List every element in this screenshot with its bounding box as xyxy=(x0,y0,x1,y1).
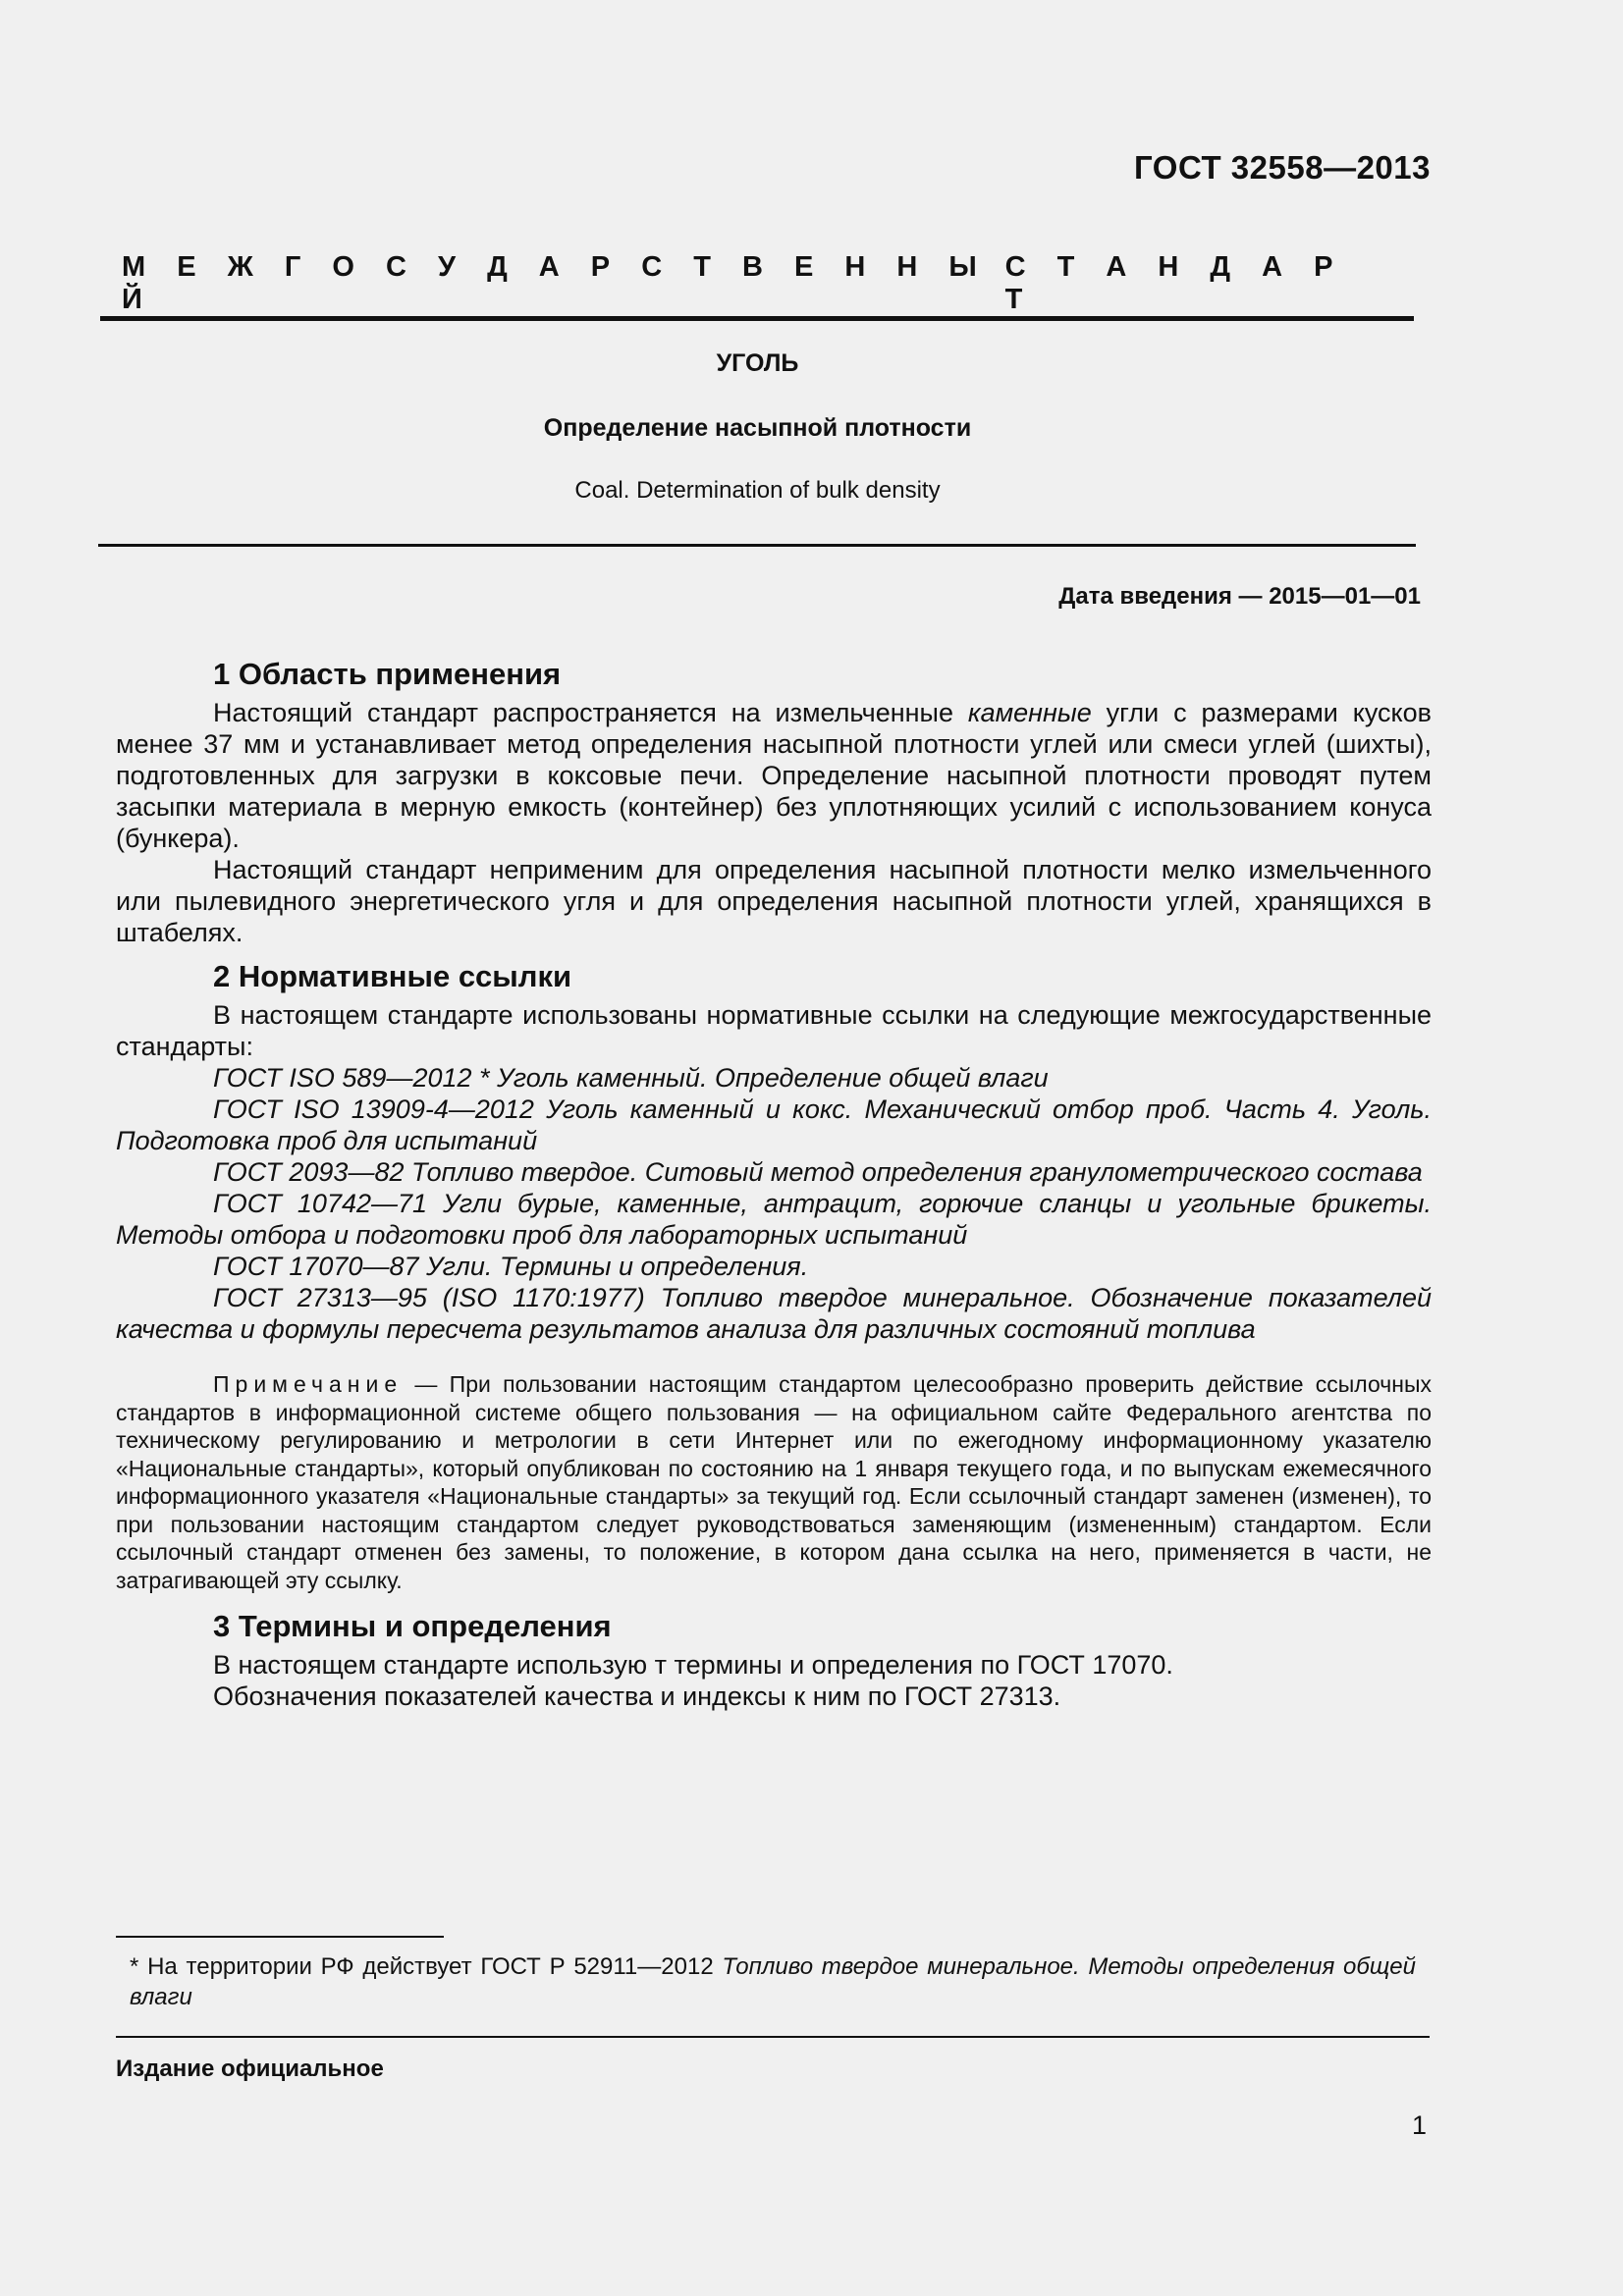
introduction-date: Дата введения — 2015—01—01 xyxy=(1058,583,1421,610)
reference-item: ГОСТ 10742—71 Угли бурые, каменные, антрацит, горючие сланцы и угольные брикеты. Методы отбора и подготовки проб для лабораторных испытаний xyxy=(116,1189,1432,1250)
document-title: УГОЛЬ xyxy=(716,349,799,377)
reference-item: ГОСТ ISO 589—2012 * Уголь каменный. Определение общей влаги xyxy=(213,1063,1049,1093)
page-number: 1 xyxy=(1411,2110,1427,2140)
section-1-p1-text-b: угли с размерами кусков менее 37 мм и устанавливает метод определения насыпной плотности углей или смеси углей (шихты), подготовленных для загрузки в коксовые печи. Определение насыпной плотности проводят путем засыпки материала в мерную емкость (контейнер) без уплотняющих усилий с использованием конуса (бункера). xyxy=(116,698,1432,853)
document-body xyxy=(116,652,1432,1712)
section-1-p1-text-a: Настоящий стандарт распространяется на измельченные xyxy=(213,698,968,727)
header-divider xyxy=(100,316,1414,321)
note-text: — При пользовании настоящим стандартом целесообразно проверить действие ссылочных стандартов в информационной системе общего пользования — на официальном сайте Федерального агентства по техническому регулированию и метрологии в сети Интернет или по ежегодному информационному указателю «Национальные стандарты», который опубликован по состоянию на 1 января текущего года, и по выпускам ежемесячного информационного указателя «Национальные стандарты» за текущий год. Если ссылочный стандарт заменен (изменен), то при пользовании настоящим стандартом следует руководствоваться заменяющим (измененным) стандартом. Если ссылочный стандарт отменен без замены, то положение, в котором дана ссылка на него, применяется в части, не затрагивающей эту ссылку. xyxy=(116,1371,1432,1593)
title-divider xyxy=(98,544,1416,547)
note-label: Примечание xyxy=(213,1371,404,1397)
reference-item: ГОСТ 27313—95 (ISO 1170:1977) Топливо твердое минеральное. Обозначение показателей качества и формулы пересчета результатов анализа для различных состояний топлива xyxy=(116,1283,1432,1344)
standard-type-heading xyxy=(122,251,1379,316)
footnote xyxy=(130,1951,1416,2012)
footnote-divider xyxy=(116,1936,444,1938)
document-title-english: Coal. Determination of bulk density xyxy=(574,477,941,504)
footnote-text: * На территории РФ действует ГОСТ Р 52911—2012 xyxy=(130,1953,723,1980)
section-3-paragraph-2: Обозначения показателей качества и индексы к ним по ГОСТ 27313. xyxy=(213,1682,1061,1711)
section-3-paragraph-1: В настоящем стандарте использую т термины и определения по ГОСТ 17070. xyxy=(213,1650,1173,1680)
section-2-note xyxy=(116,1370,1432,1594)
standard-type-word-1: М Е Ж Г О С У Д А Р С Т В Е Н Н Ы Й xyxy=(122,251,989,315)
section-3-heading: 3 Термины и определения xyxy=(213,1609,612,1643)
reference-item: ГОСТ 2093—82 Топливо твердое. Ситовый метод определения гранулометрического состава xyxy=(213,1157,1423,1187)
reference-item: ГОСТ ISO 13909-4—2012 Уголь каменный и кокс. Механический отбор проб. Часть 4. Уголь. Подготовка проб для испытаний xyxy=(116,1095,1432,1155)
section-1-paragraph-1 xyxy=(116,697,1432,854)
section-1-heading: 1 Область применения xyxy=(213,657,562,691)
standard-type-word-2: С Т А Н Д А Р Т xyxy=(1004,251,1345,315)
document-subtitle: Определение насыпной плотности xyxy=(543,414,972,442)
reference-item: ГОСТ 17070—87 Угли. Термины и определения. xyxy=(213,1252,809,1281)
footnote-italic-text: Топливо твердое минеральное. Методы определения общей влаги xyxy=(130,1953,1416,2010)
edition-label: Издание официальное xyxy=(116,2056,384,2082)
section-1-paragraph-2: Настоящий стандарт неприменим для определения насыпной плотности мелко измельченного или пылевидного энергетического угля и для определения насыпной плотности углей, хранящихся в штабелях. xyxy=(116,855,1432,947)
section-2-heading: 2 Нормативные ссылки xyxy=(213,959,572,993)
section-1-p1-emphasis: каменные xyxy=(967,698,1092,727)
document-number: ГОСТ 32558—2013 xyxy=(1134,149,1431,186)
footer-divider xyxy=(116,2036,1430,2038)
section-2-intro: В настоящем стандарте использованы нормативные ссылки на следующие межгосударственные стандарты: xyxy=(116,1000,1432,1061)
